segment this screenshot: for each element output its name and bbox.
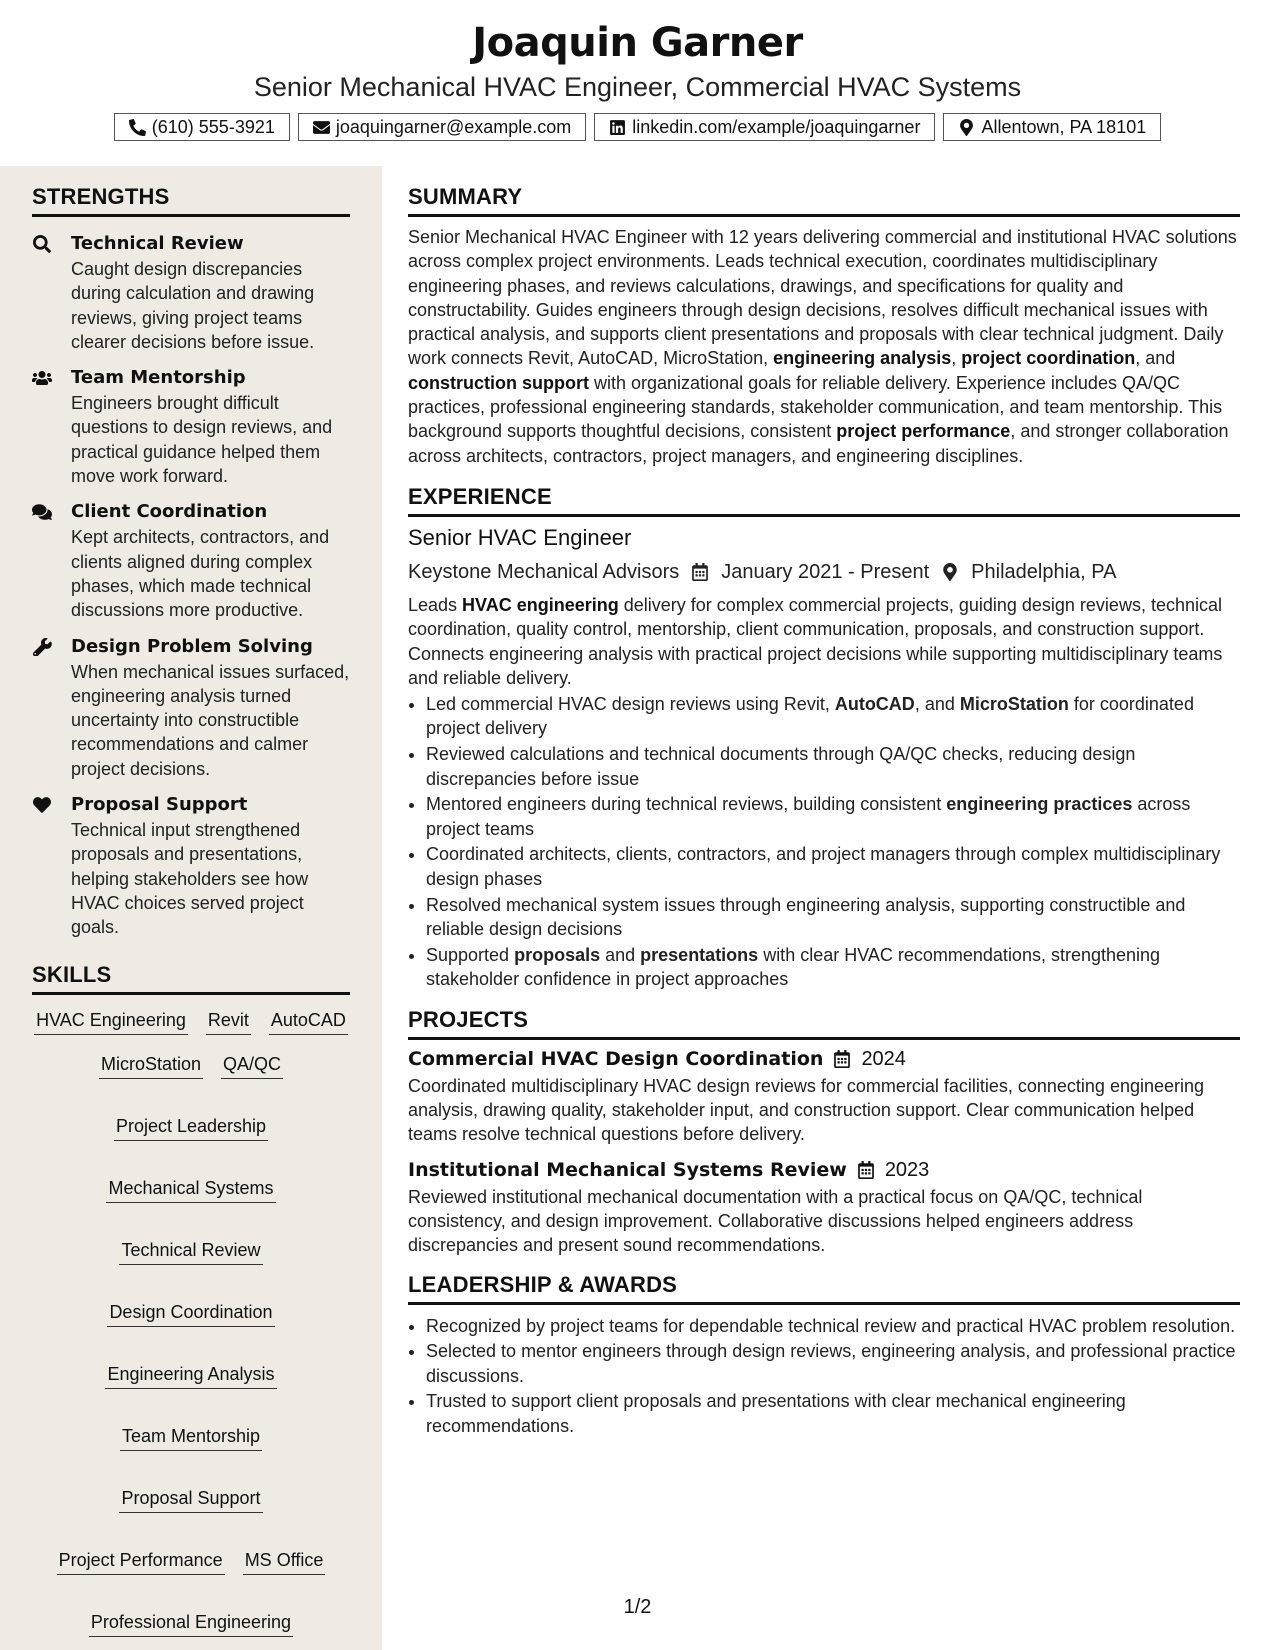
project-description: Coordinated multidisciplinary HVAC design reviews for commercial facilities, connecting engineering analysis, drawing quality, stakeholder input, and construction support. Clear communication helped teams resolve technical questions before delivery. — [408, 1075, 1205, 1145]
skill-tag: Project Performance — [57, 1549, 225, 1575]
contact-location-text: Allentown, PA 18101 — [981, 116, 1147, 137]
strength-description: Engineers brought difficult questions to design reviews, and practical guidance helped them move work forward. — [71, 393, 333, 487]
list-item: • Selected to mentor engineers through design reviews, engineering analysis, and professional practice discussions. — [426, 1339, 1240, 1388]
list-item: • Reviewed calculations and technical documents through QA/QC checks, reducing design discrepancies before issue — [426, 742, 1240, 791]
skill-tag: Design Coordination — [107, 1301, 274, 1327]
skills-heading: SKILLS — [32, 962, 350, 995]
calendar-icon — [857, 1161, 875, 1179]
strength-description: Caught design discrepancies during calculation and drawing reviews, giving project teams clearer decisions before issue. — [71, 259, 315, 352]
project-title: Commercial HVAC Design Coordination 2024 — [408, 1047, 906, 1071]
skill-tag: MicroStation — [99, 1053, 203, 1079]
project-year: 2023 — [884, 1158, 930, 1181]
skill-tag: HVAC Engineering — [34, 1009, 188, 1035]
strengths-heading: STRENGTHS — [32, 184, 350, 217]
job-meta — [408, 561, 1240, 584]
calendar-icon — [691, 563, 709, 581]
strength-item — [32, 365, 350, 488]
leadership-heading: LEADERSHIP & AWARDS — [408, 1272, 1240, 1305]
map-pin-icon — [941, 563, 959, 581]
list-item: • Supported proposals and presentations with clear HVAC recommendations, strengthening stakeholder confidence in project approaches — [426, 943, 1240, 992]
contact-phone-text: (610) 555-3921 — [151, 116, 275, 137]
calendar-icon — [833, 1050, 851, 1068]
project-title: Institutional Mechanical Systems Review 2023 — [408, 1158, 930, 1182]
comments-icon — [32, 503, 52, 521]
strength-item — [32, 634, 350, 781]
skill-tag: Technical Review — [119, 1239, 262, 1265]
strength-description: Kept architects, contractors, and clients aligned during complex phases, which made technical discussions more productive. — [71, 527, 330, 621]
list-item: • Mentored engineers during technical reviews, building consistent engineering practices across project teams — [426, 792, 1240, 841]
strength-title: Technical Review — [71, 233, 244, 254]
skill-tag: Team Mentorship — [120, 1425, 262, 1451]
strength-description: Technical input strengthened proposals and presentations, helping stakeholders see how HVAC choices served project goals. — [71, 820, 309, 938]
summary-text: Senior Mechanical HVAC Engineer with 12 years delivering commercial and institutional HVAC solutions across complex project environments. Leads technical execution, coordinates multidisciplinary engineering phases, and reviews calculations, drawings, and specifications for quality and constructability. Guides engineers through design decisions, resolves difficult mechanical issues with practical analysis, and supports client presentations and proposals with clear technical judgment. Daily work connects Revit, AutoCAD, MicroStation, engineering analysis, project coordination, and construction support with organizational goals for reliable delivery. Experience includes QA/QC practices, professional engineering standards, stakeholder communication, and team mentorship. This background supports thoughtful decisions, consistent project performance, and stronger collaboration across architects, contractors, project managers, and engineering disciplines. — [408, 227, 1237, 466]
job-location: Philadelphia, PA — [971, 560, 1117, 583]
skill-tag: AutoCAD — [269, 1009, 348, 1035]
main-column — [408, 166, 1240, 1439]
leadership-list — [408, 1314, 1240, 1438]
job-company: Keystone Mechanical Advisors — [408, 560, 680, 583]
job-dates: January 2021 - Present — [721, 560, 930, 583]
heart-icon — [32, 796, 52, 814]
job-description: Leads HVAC engineering delivery for complex commercial projects, guiding design reviews, technical coordination, quality control, mentorship, client communication, proposals, and construction support. Connects engineering analysis with practical project decisions while supporting multidisciplinary teams and reliable delivery. — [408, 594, 1223, 688]
phone-icon — [129, 119, 146, 136]
skill-tag: MS Office — [243, 1549, 326, 1575]
list-item: • Resolved mechanical system issues through engineering analysis, supporting constructible and reliable design decisions — [426, 893, 1240, 942]
strength-item — [32, 792, 350, 939]
list-item: • Coordinated architects, clients, contractors, and project managers through complex multidisciplinary design phases — [426, 842, 1240, 891]
list-item: • Trusted to support client proposals and presentations with clear mechanical engineering recommendations. — [426, 1389, 1240, 1438]
contact-location — [943, 113, 1161, 141]
search-icon — [32, 235, 52, 253]
list-item: • Recognized by project teams for dependable technical review and practical HVAC problem resolution. — [426, 1314, 1240, 1338]
contact-email-text: joaquingarner@example.com — [335, 116, 572, 137]
list-item: • Led commercial HVAC design reviews using Revit, AutoCAD, and MicroStation for coordinated project delivery — [426, 692, 1240, 741]
map-pin-icon — [958, 119, 975, 136]
skills-list — [18, 1009, 364, 1637]
job-bullets — [408, 692, 1240, 991]
skill-tag: Proposal Support — [119, 1487, 262, 1513]
job-title: Senior HVAC Engineer — [408, 524, 632, 550]
strength-title: Design Problem Solving — [71, 635, 313, 657]
skill-tag: Project Leadership — [114, 1115, 268, 1141]
skill-tag: Professional Engineering — [89, 1611, 293, 1637]
page-number: 1/2 — [623, 1596, 652, 1618]
users-icon — [32, 369, 52, 387]
candidate-title: Senior Mechanical HVAC Engineer, Commercial HVAC Systems — [253, 72, 1022, 102]
summary-heading: SUMMARY — [408, 184, 1240, 217]
contact-email[interactable] — [298, 113, 586, 141]
sidebar — [0, 166, 382, 1650]
wrench-icon — [32, 638, 52, 656]
project-year: 2024 — [861, 1047, 906, 1070]
project-description: Reviewed institutional mechanical documentation with a practical focus on QA/QC, technical consistency, and design improvement. Collaborative discussions helped engineers address discrepancies and present sound recommendations. — [408, 1186, 1143, 1256]
skill-tag: Revit — [206, 1009, 251, 1035]
strength-title: Client Coordination — [71, 501, 268, 523]
strength-item — [32, 231, 350, 354]
contact-linkedin[interactable] — [594, 113, 935, 141]
skill-tag: Engineering Analysis — [105, 1363, 276, 1389]
strength-description: When mechanical issues surfaced, engineering analysis turned uncertainty into constructible recommendations and calmer project decisions. — [71, 661, 350, 779]
projects-heading: PROJECTS — [408, 1007, 1240, 1040]
contact-phone[interactable] — [114, 113, 290, 141]
envelope-icon — [313, 119, 330, 136]
contact-linkedin-text: linkedin.com/example/joaquingarner — [632, 116, 921, 137]
experience-heading: EXPERIENCE — [408, 484, 1240, 517]
strength-title: Team Mentorship — [71, 367, 246, 389]
linkedin-icon — [609, 119, 626, 136]
skill-tag: QA/QC — [221, 1053, 283, 1079]
candidate-name: Joaquin Garner — [472, 20, 803, 66]
contact-bar — [0, 113, 1275, 141]
strength-item — [32, 499, 350, 622]
skill-tag: Mechanical Systems — [106, 1177, 275, 1203]
strength-title: Proposal Support — [71, 794, 248, 816]
resume-header — [0, 0, 1275, 166]
